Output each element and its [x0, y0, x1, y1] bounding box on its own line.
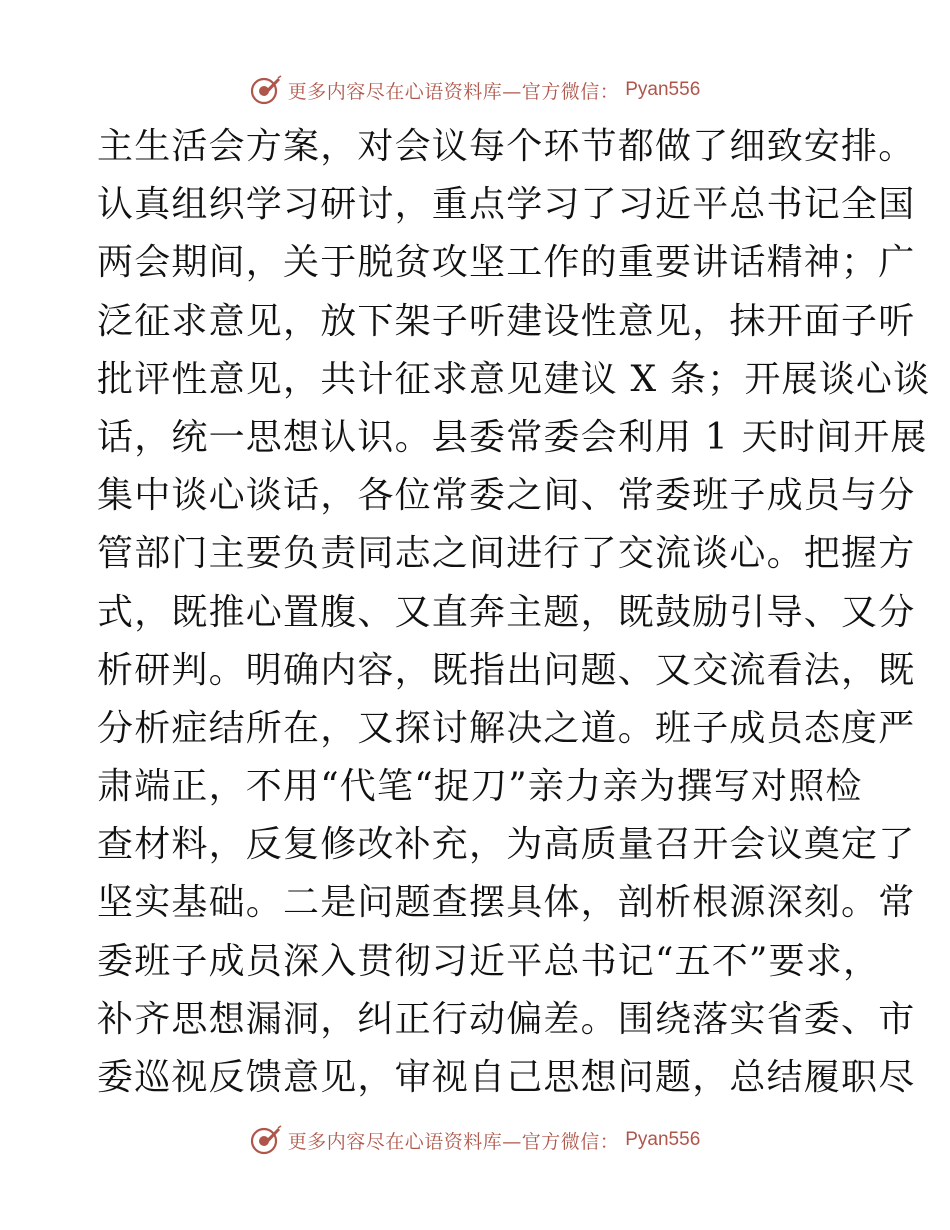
text-line: 分析症结所在，又探讨解决之道。班子成员态度严 — [97, 707, 916, 749]
text-line: 管部门主要负责同志之间进行了交流谈心。把握方 — [97, 533, 916, 575]
text-line: 两会期间，关于脱贫攻坚工作的重要讲话精神；广 — [97, 242, 916, 284]
text-line: 认真组织学习研讨，重点学习了习近平总书记全国 — [97, 184, 916, 226]
text-line: 析研判。明确内容，既指出问题、又交流看法，既 — [97, 649, 916, 691]
text-line: 补齐思想漏洞，纠正行动偏差。围绕落实省委、市 — [97, 998, 916, 1040]
watermark-text: 更多内容尽在心语资料库—官方微信： — [287, 1130, 620, 1153]
quill-logo-icon — [250, 74, 282, 106]
text-line: 查材料，反复修改补充，为高质量召开会议奠定了 — [97, 824, 916, 866]
text-line: 坚实基础。二是问题查摆具体，剖析根源深刻。常 — [97, 882, 916, 924]
watermark-wechat-id: Pyan556 — [625, 1129, 701, 1150]
text-line: 话，统一思想认识。县委常委会利用 1 天时间开展 — [97, 416, 928, 458]
watermark-text: 更多内容尽在心语资料库—官方微信： — [287, 80, 620, 103]
text-line: 委班子成员深入贯彻习近平总书记“五不”要求， — [97, 940, 881, 982]
watermark-wechat-id: Pyan556 — [625, 79, 701, 100]
text-line: 主生活会方案，对会议每个环节都做了细致安排。 — [97, 126, 916, 167]
text-line: 泛征求意见，放下架子听建设性意见，抹开面子听 — [97, 300, 916, 342]
text-line: 委巡视反馈意见，审视自己思想问题，总结履职尽 — [97, 1057, 916, 1098]
quill-logo-icon — [250, 1124, 282, 1156]
text-line: 肃端正，不用“代笔“捉刀”亲力亲为撰写对照检 — [97, 766, 863, 808]
watermark-footer — [0, 1122, 950, 1158]
text-line: 批评性意见，共计征求意见建议 X 条；开展谈心谈 — [97, 358, 931, 400]
text-line: 式，既推心置腹、又直奔主题，既鼓励引导、又分 — [97, 591, 916, 633]
document-body — [97, 118, 931, 1107]
watermark-header — [0, 72, 950, 108]
text-line: 集中谈心谈话，各位常委之间、常委班子成员与分 — [97, 475, 916, 517]
